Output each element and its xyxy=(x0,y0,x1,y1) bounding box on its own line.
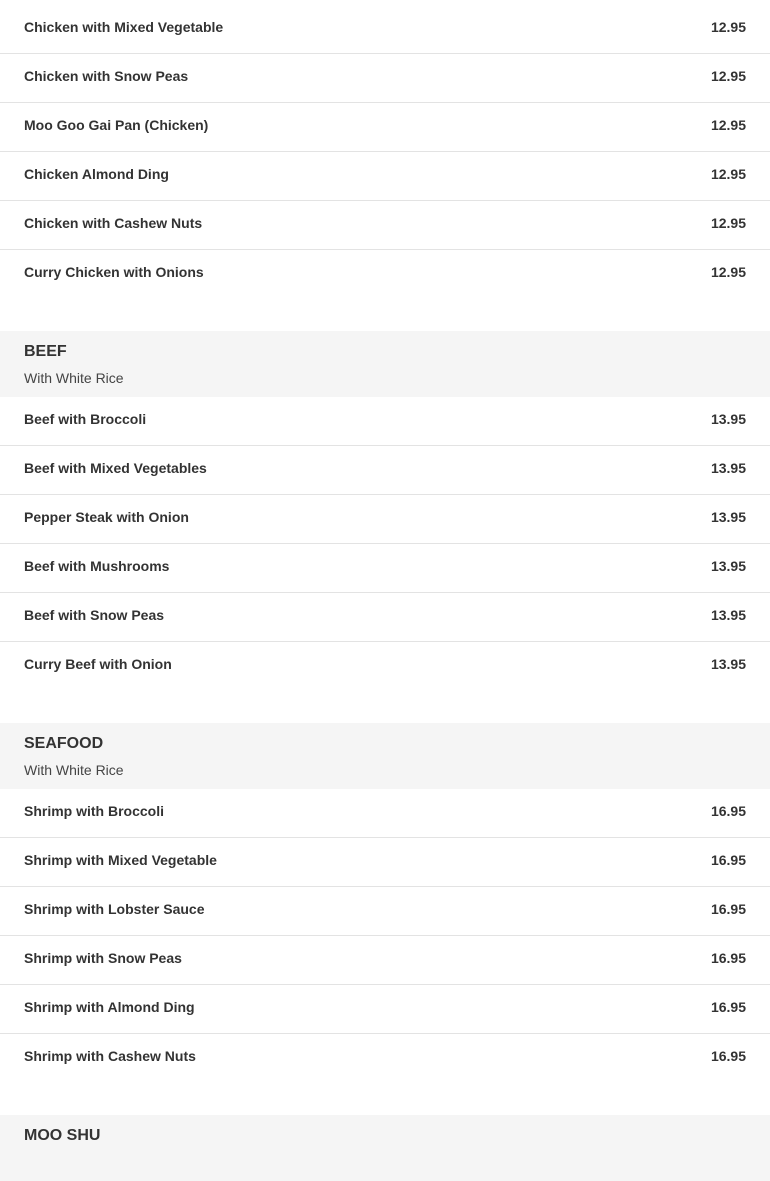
menu-item[interactable] xyxy=(0,53,770,102)
menu-item[interactable] xyxy=(0,984,770,1033)
menu-item-name: Curry Chicken with Onions xyxy=(24,264,204,280)
menu-item-name: Curry Beef with Onion xyxy=(24,656,172,672)
menu-item-price: 16.95 xyxy=(710,803,746,819)
beef-items xyxy=(0,397,770,690)
menu-item[interactable] xyxy=(0,543,770,592)
menu-item-price: 13.95 xyxy=(710,411,746,427)
section-spacer xyxy=(0,1082,770,1115)
section-subtitle: With White Rice xyxy=(24,370,124,386)
menu-item-name: Chicken Almond Ding xyxy=(24,166,169,182)
menu-item-price: 16.95 xyxy=(710,950,746,966)
menu-item-name: Pepper Steak with Onion xyxy=(24,509,189,525)
menu-item[interactable] xyxy=(0,494,770,543)
menu-item-price: 12.95 xyxy=(710,68,746,84)
menu-item-name: Beef with Mushrooms xyxy=(24,558,170,574)
section-header-moo-shu xyxy=(0,1115,770,1181)
menu-item[interactable] xyxy=(0,886,770,935)
menu-item-price: 12.95 xyxy=(710,264,746,280)
menu-item[interactable] xyxy=(0,641,770,690)
section-spacer xyxy=(0,298,770,331)
menu-item[interactable] xyxy=(0,837,770,886)
menu-item-price: 13.95 xyxy=(710,460,746,476)
menu-item[interactable] xyxy=(0,200,770,249)
seafood-items xyxy=(0,789,770,1082)
menu-item-name: Shrimp with Lobster Sauce xyxy=(24,901,205,917)
menu-item-price: 16.95 xyxy=(710,901,746,917)
section-subtitle: With White Rice xyxy=(24,762,124,778)
menu-item[interactable] xyxy=(0,1033,770,1082)
menu-item[interactable] xyxy=(0,397,770,445)
menu-item[interactable] xyxy=(0,592,770,641)
menu-item-name: Moo Goo Gai Pan (Chicken) xyxy=(24,117,209,133)
menu-item-price: 13.95 xyxy=(710,558,746,574)
menu-item[interactable] xyxy=(0,249,770,298)
menu-item-name: Beef with Broccoli xyxy=(24,411,147,427)
menu-item[interactable] xyxy=(0,102,770,151)
menu-item[interactable] xyxy=(0,5,770,53)
menu-item[interactable] xyxy=(0,445,770,494)
section-title: SEAFOOD xyxy=(24,735,104,752)
menu-item-name: Shrimp with Broccoli xyxy=(24,803,165,819)
menu-item[interactable] xyxy=(0,789,770,837)
menu-item-price: 12.95 xyxy=(710,215,746,231)
section-spacer xyxy=(0,690,770,723)
menu-item-name: Shrimp with Snow Peas xyxy=(24,950,182,966)
menu-item-name: Shrimp with Almond Ding xyxy=(24,999,195,1015)
menu-item-name: Chicken with Snow Peas xyxy=(24,68,189,84)
menu-item-name: Shrimp with Cashew Nuts xyxy=(24,1048,196,1064)
chicken-items xyxy=(0,5,770,298)
menu-item-name: Beef with Mixed Vegetables xyxy=(24,460,207,476)
menu-item-price: 13.95 xyxy=(710,509,746,525)
menu-item-price: 16.95 xyxy=(710,1048,746,1064)
menu-item-price: 16.95 xyxy=(710,852,746,868)
menu-item-price: 12.95 xyxy=(710,166,746,182)
menu-item-price: 13.95 xyxy=(710,656,746,672)
menu-list xyxy=(0,5,770,1181)
menu-item-price: 16.95 xyxy=(710,999,746,1015)
menu-item-price: 13.95 xyxy=(710,607,746,623)
section-header-seafood xyxy=(0,723,770,789)
menu-item-name: Beef with Snow Peas xyxy=(24,607,165,623)
menu-item[interactable] xyxy=(0,151,770,200)
section-title: MOO SHU xyxy=(24,1127,101,1144)
menu-item-name: Chicken with Cashew Nuts xyxy=(24,215,203,231)
menu-item-name: Chicken with Mixed Vegetable xyxy=(24,19,224,35)
menu-item-price: 12.95 xyxy=(710,19,746,35)
section-title: BEEF xyxy=(24,343,67,360)
menu-item-price: 12.95 xyxy=(710,117,746,133)
menu-item-name: Shrimp with Mixed Vegetable xyxy=(24,852,217,868)
menu-item[interactable] xyxy=(0,935,770,984)
section-header-beef xyxy=(0,331,770,397)
